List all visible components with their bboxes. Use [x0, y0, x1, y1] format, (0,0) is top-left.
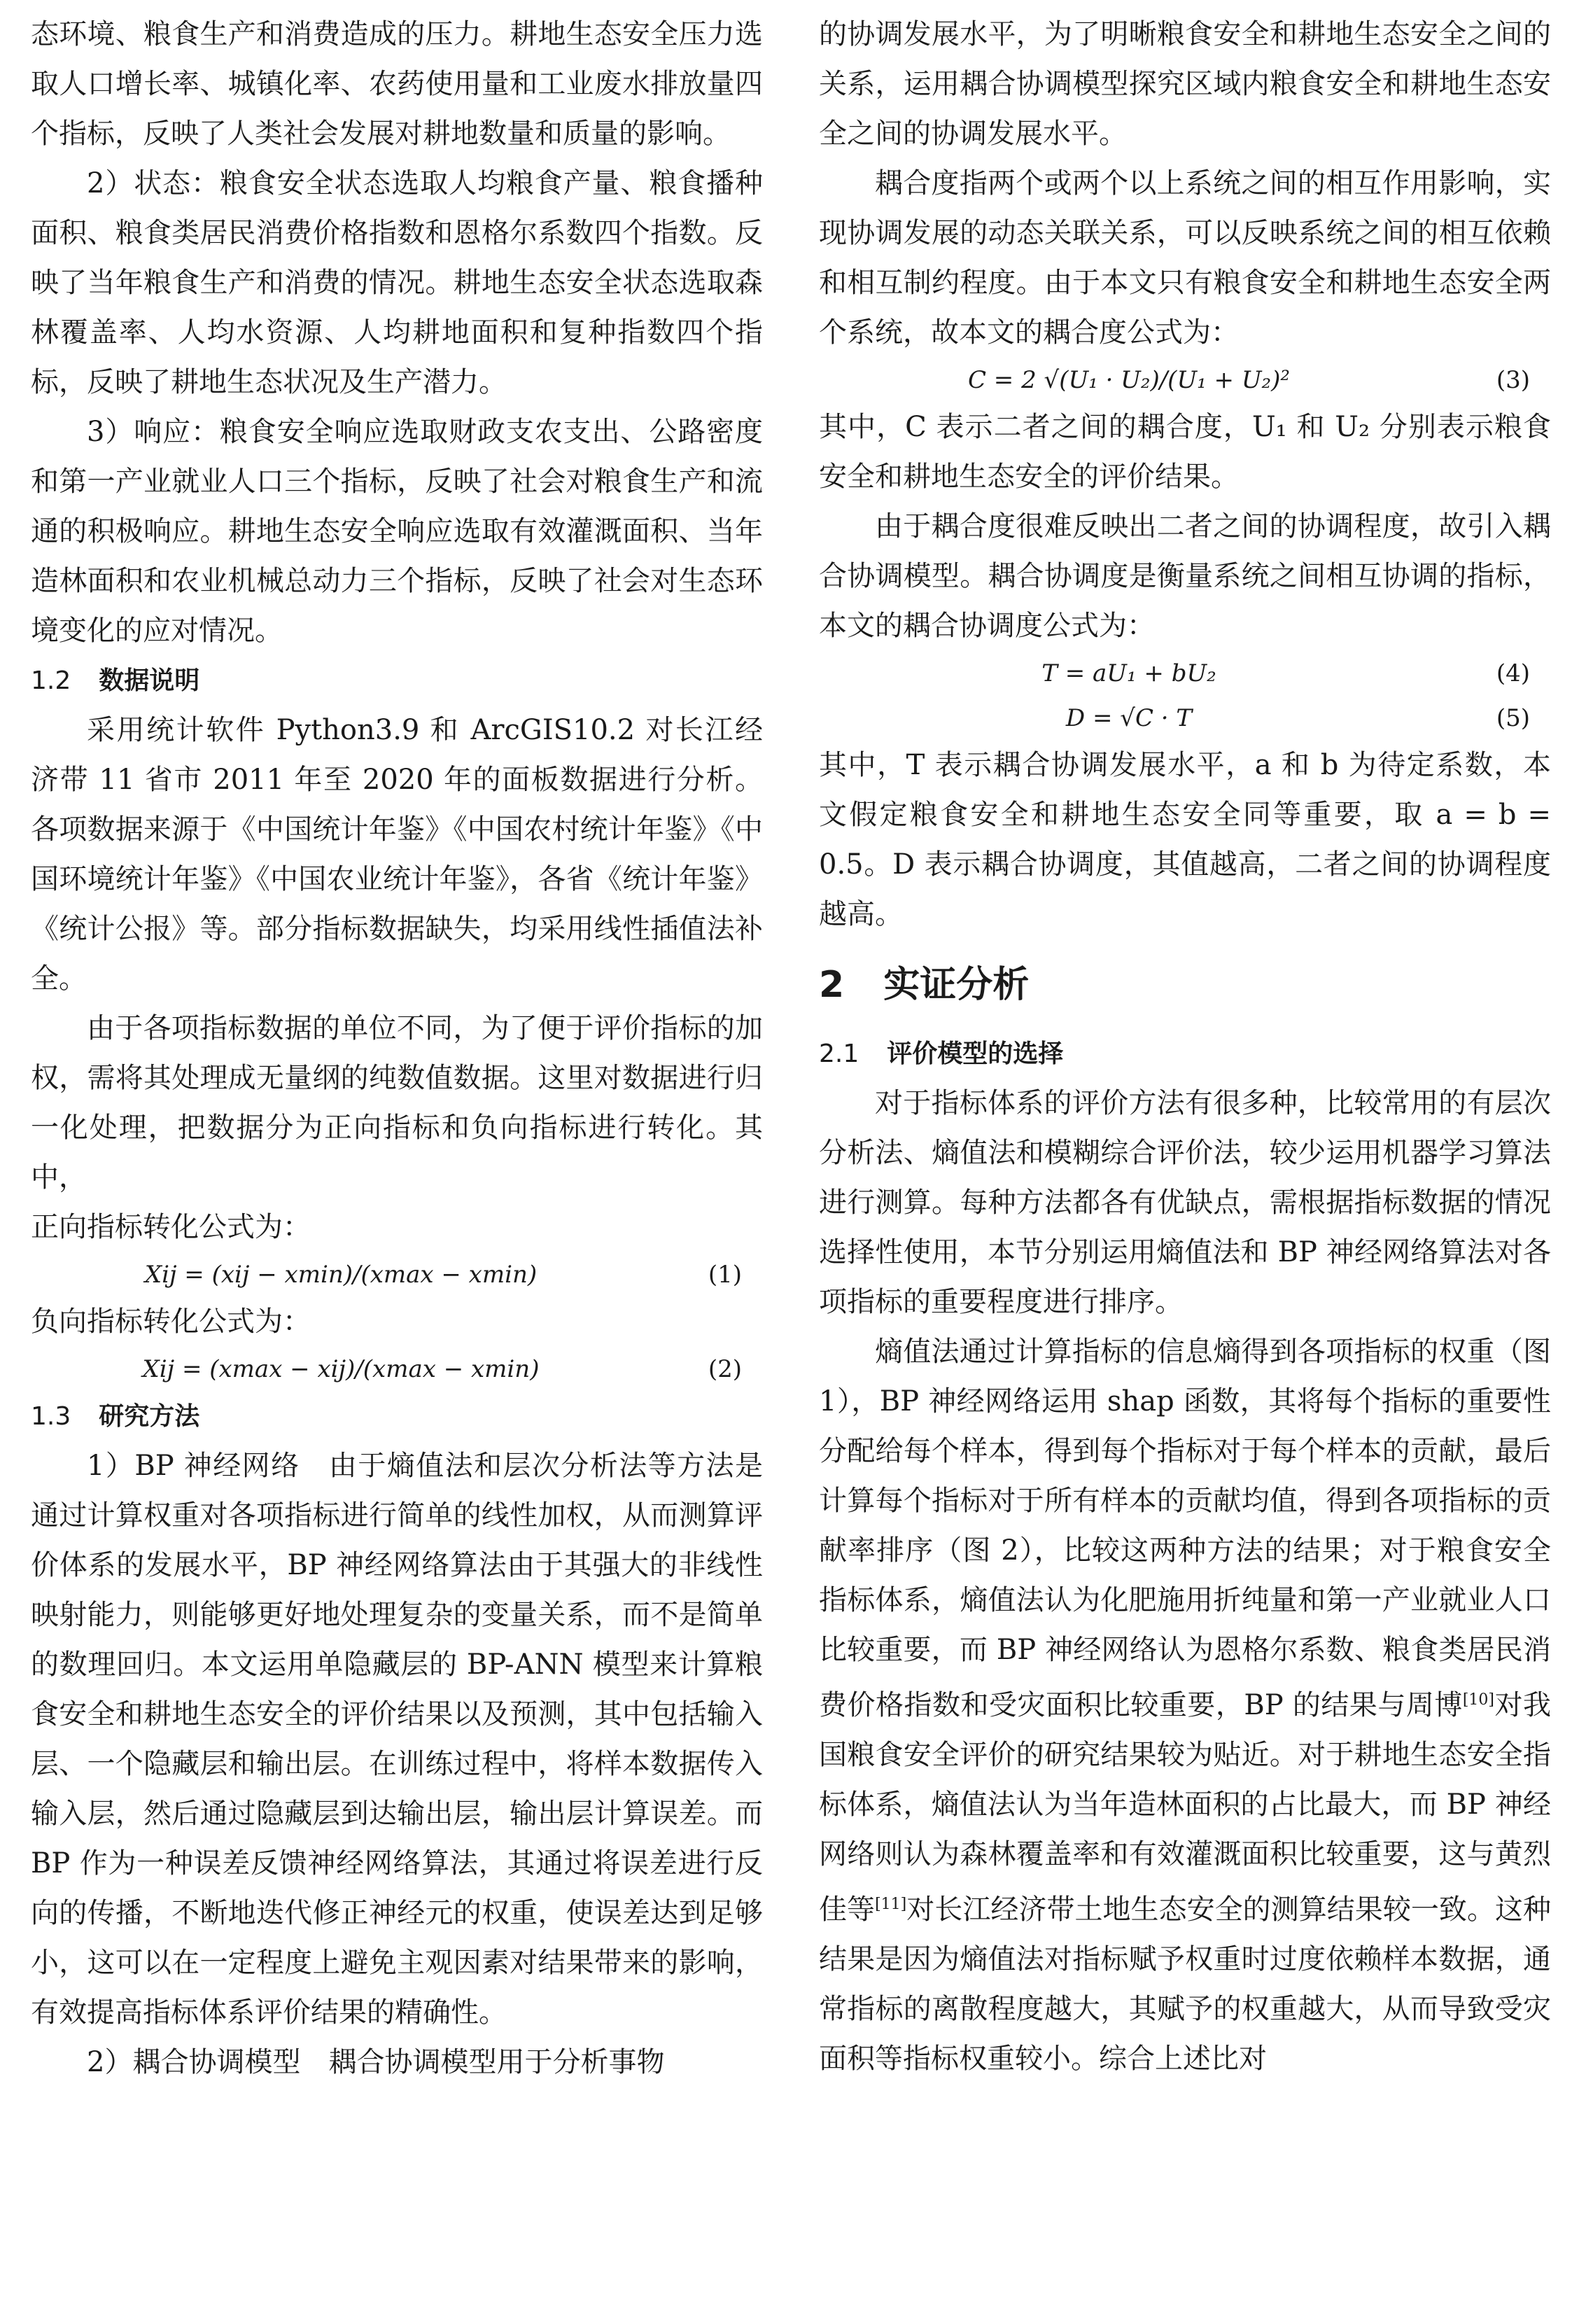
paragraph-response: 3）响应：粮食安全响应选取财政支农支出、公路密度和第一产业就业人口三个指标，反映了社会对粮食生产和流通的积极响应。耕地生态安全响应选取有效灌溉面积、当年造林面积和农业机械总动力三个指标，反映了社会对生态环境变化的应对情况。 [31, 416, 763, 647]
left-column [31, 10, 763, 2087]
chapter-number: 2 [819, 964, 845, 1006]
equation-2-number: (2) [708, 1355, 742, 1383]
citation-ref-11[interactable]: [11] [875, 1896, 907, 1913]
section-number: 2.1 [819, 1040, 859, 1068]
paragraph-bp-network: 1）BP 神经网络 由于熵值法和层次分析法等方法是通过计算权重对各项指标进行简单的线性加权，从而测算评价体系的发展水平，BP 神经网络算法由于其强大的非线性映射能力，则能够更好地处理复杂的变量关系，而不是简单的数理回归。本文运用单隐藏层的 BP-ANN 模型来计算粮食安全和耕地生态安全的评价结果以及预测，其中包括输入层、一个隐藏层和输出层。在训练过程中，将样本数据传入输入层，然后通过隐藏层到达输出层，输出层计算误差。而 BP 作为一种误差反馈神经网络算法，其通过将误差进行反向的传播，不断地迭代修正神经元的权重，使误差达到足够小，这可以在一定程度上避免主观因素对结果带来的影响，有效提高指标体系评价结果的精确性。 [31, 1450, 763, 2029]
equation-4-formula: T = aU₁ + bU₂ [1041, 659, 1216, 687]
section-number: 1.2 [31, 666, 71, 695]
paragraph-c-definition: 其中，C 表示二者之间的耦合度，U₁ 和 U₂ 分别表示粮食安全和耕地生态安全的评价结果。 [819, 411, 1551, 493]
paragraph-coupling-model-cont: 的协调发展水平，为了明晰粮食安全和耕地生态安全之间的关系，运用耦合协调模型探究区域内粮食安全和耕地生态安全之间的协调发展水平。 [819, 18, 1551, 150]
negative-formula-label: 负向指标转化公式为： [31, 1306, 311, 1338]
text-run: 熵值法通过计算指标的信息熵得到各项指标的权重（图 1），BP 神经网络运用 shap 函数，其将每个指标的重要性分配给每个样本，得到每个指标对于每个样本的贡献，最后计算每个指标对于所有样本的贡献均值，得到各项指标的贡献率排序（图 2），比较这两种方法的结果；对于粮食安全指标体系，熵值法认为化肥施用折纯量和第一产业就业人口比较重要，而 BP 神经网络认为恩格尔系数、粮食类居民消费价格指数和受灾面积比较重要，BP 的结果与周博 [819, 1336, 1551, 1721]
section-heading-2-1 [819, 1029, 1551, 1079]
equation-2-formula: Xij = (xmax − xij)/(xmax − xmin) [142, 1355, 540, 1383]
text-run: 对长江经济带土地生态安全的测算结果较一致。这种结果是因为熵值法对指标赋予权重时过度依赖样本数据，通常指标的离散程度越大，其赋予的权重越大，从而导致受灾面积等指标权重较小。综合上述比对 [819, 1893, 1552, 2075]
paragraph-data-description: 采用统计软件 Python3.9 和 ArcGIS10.2 对长江经济带 11 省市 2011 年至 2020 年的面板数据进行分析。各项数据来源于《中国统计年鉴》《中国农村统计年鉴》《中国环境统计年鉴》《中国农业统计年鉴》，各省《统计年鉴》《统计公报》等。部分指标数据缺失，均采用线性插值法补全。 [31, 714, 763, 995]
equation-4-number: (4) [1496, 659, 1530, 687]
section-heading-1-2 [31, 656, 763, 706]
paragraph-normalization: 由于各项指标数据的单位不同，为了便于评价指标的加权，需将其处理成无量纲的纯数值数据。这里对数据进行归一化处理，把数据分为正向指标和负向指标进行转化。其中， [31, 1012, 763, 1194]
paragraph-coupling-degree: 耦合度指两个或两个以上系统之间的相互作用影响，实现协调发展的动态关联关系，可以反映系统之间的相互依赖和相互制约程度。由于本文只有粮食安全和耕地生态安全两个系统，故本文的耦合度公式为： [819, 167, 1551, 349]
equation-5 [819, 696, 1551, 741]
section-title: 评价模型的选择 [887, 1040, 1064, 1068]
chapter-title: 实证分析 [883, 964, 1030, 1006]
paragraph-entropy-vs-bp [819, 1327, 1551, 2084]
equation-1-formula: Xij = (xij − xmin)/(xmax − xmin) [144, 1261, 538, 1289]
section-heading-1-3 [31, 1392, 763, 1441]
paragraph-pressure-cont: 态环境、粮食生产和消费造成的压力。耕地生态安全压力选取人口增长率、城镇化率、农药使用量和工业废水排放量四个指标，反映了人类社会发展对耕地数量和质量的影响。 [31, 18, 763, 150]
paragraph-coupling-model-start: 2）耦合协调模型 耦合协调模型用于分析事物 [87, 2046, 665, 2078]
equation-5-formula: D = √C · T [1065, 704, 1193, 732]
paragraph-evaluation-methods: 对于指标体系的评价方法有很多种，比较常用的有层次分析法、熵值法和模糊综合评价法，较少运用机器学习算法进行测算。每种方法都各有优缺点，需根据指标数据的情况选择性使用，本节分别运用熵值法和 BP 神经网络算法对各项指标的重要程度进行排序。 [819, 1087, 1551, 1318]
section-title: 研究方法 [99, 1402, 200, 1431]
equation-3-formula: C = 2 √(U₁ · U₂)/(U₁ + U₂)² [967, 366, 1291, 394]
section-number: 1.3 [31, 1402, 71, 1431]
positive-formula-label: 正向指标转化公式为： [31, 1211, 311, 1243]
equation-5-number: (5) [1496, 704, 1530, 732]
equation-1 [31, 1252, 763, 1297]
equation-3-number: (3) [1496, 366, 1530, 394]
section-title: 数据说明 [99, 666, 200, 695]
equation-4 [819, 651, 1551, 696]
equation-1-number: (1) [708, 1261, 742, 1289]
equation-3 [819, 358, 1551, 402]
chapter-heading-2 [819, 955, 1551, 1015]
right-column [819, 10, 1551, 2084]
citation-ref-10[interactable]: [10] [1462, 1691, 1495, 1709]
paragraph-coordination-intro: 由于耦合度很难反映出二者之间的协调程度，故引入耦合协调模型。耦合协调度是衡量系统之间相互协调的指标，本文的耦合协调度公式为： [819, 510, 1551, 642]
paragraph-t-definition: 其中，T 表示耦合协调发展水平，a 和 b 为待定系数，本文假定粮食安全和耕地生态安全同等重要，取 a = b = 0.5。D 表示耦合协调度，其值越高，二者之间的协调程度越高。 [819, 749, 1551, 930]
paragraph-state: 2）状态：粮食安全状态选取人均粮食产量、粮食播种面积、粮食类居民消费价格指数和恩格尔系数四个指数。反映了当年粮食生产和消费的情况。耕地生态安全状态选取森林覆盖率、人均水资源、人均耕地面积和复种指数四个指标，反映了耕地生态状况及生产潜力。 [31, 167, 763, 398]
equation-2 [31, 1347, 763, 1392]
text-run: 对我国粮食安全评价的研究结果较为贴近。对于耕地生态安全指标体系，熵值法认为当年造林面积的占比最大，而 BP 神经网络则认为森林覆盖率和有效灌溉面积比较重要，这与黄烈佳等 [819, 1689, 1551, 1926]
